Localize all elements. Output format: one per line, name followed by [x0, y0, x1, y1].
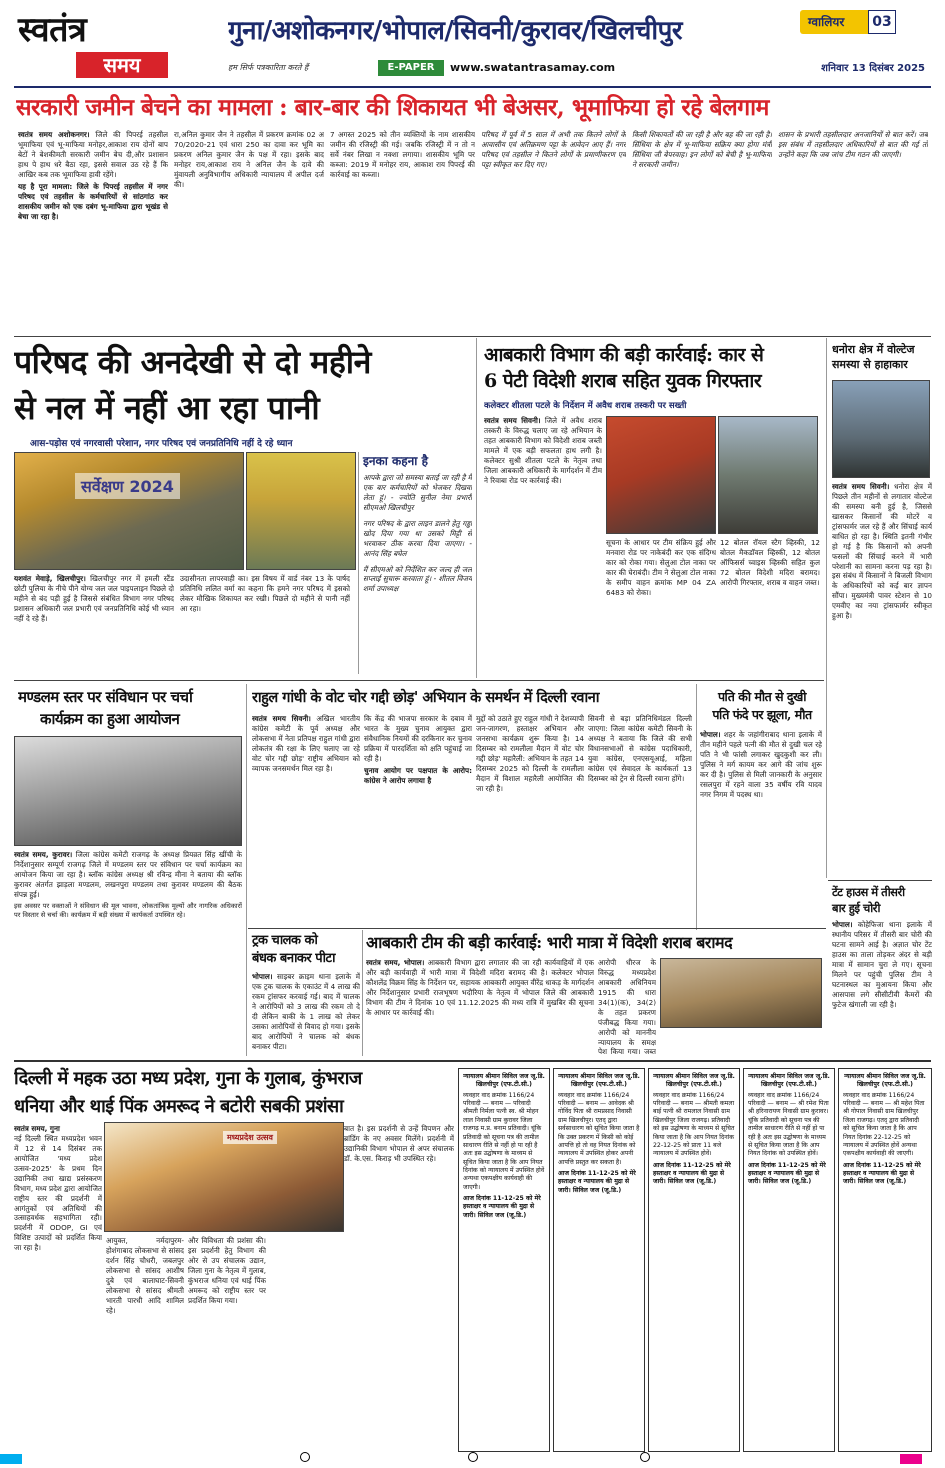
story5-body: स्वतंत्र समय, कुरावर। जिला कांग्रेस कमेटी राजगढ़ के अध्यक्ष प्रियव्रत सिंह खींची के निर्देशानुसार सम्पूर्ण राजगढ़ जिले में मण्डलम स्तर पर संविधान पर चर्चा कार्यक्रम का आयोजन किया जा रहा है। ब्लॉक कांग्रेस अध्यक्ष श्री रविन्द्र मीना ने बताया की ब्लॉक कुरावर अंतर्गत झाड़ला मण्डलम, लखनपुरा मण्डलम तथा कुरावर मण्डलम की बैठक संपन्न हुई। इस अवसर पर वक्ताओं ने संविधान की मूल भावना, लोकतांत्रिक मूल्यों और नागरिक अधिकारों पर विस्तार से चर्चा की। कार्यक्रम में बड़ी संख्या में कार्यकर्ता उपस्थित रहे। [14, 850, 242, 919]
story10-byline: भोपाल। [832, 920, 853, 929]
story10-headline-2: बार हुई चोरी [832, 901, 880, 915]
story2-photo [14, 452, 244, 570]
story9-photo [660, 958, 822, 1028]
website-link[interactable]: www.swatantrasamay.com [450, 61, 616, 74]
story8-body: भोपाल। साइबर क्राइम थाना इलाके में एक ट्रक चालक के एकाउंट में 4 लाख की रकम ट्रांसफर करवाई गई। बाद में चालक ने आरोपियों को 3 लाख की रकम तो दे दी लेकिन बाकी के 1 लाख को लेकर उसका आरोपियों से विवाद हो गया। इसके बाद आरोपियों ने चालक को बंधक बनाकर पीटा। [252, 972, 360, 1051]
story8-headline-1: ट्रक चालक को [252, 933, 318, 948]
story11-col1: स्वतंत्र समय, गुना नई दिल्ली स्थित मध्यप्रदेश भवन में 12 से 14 दिसंबर तक आयोजित 'मध्य प्रदेश उत्सव-2025' के प्रथम दिन उद्यानिकी तथा खाद्य प्रसंस्करण विभाग, मध्य प्रदेश द्वारा आयोजित राष्ट्रीय स्तर की प्रदर्शनी में आगंतुकों एवं अतिथियों की उत्साहवर्धक सहभागिता रही। प्रदर्शनी में ODOP, GI एवं विशिष्ट उत्पादों को प्रदर्शित किया जा रहा है। [14, 1124, 102, 1253]
photo-banner: मध्यप्रदेश उत्सव [223, 1131, 277, 1144]
story9-col2: आरोपी धीरज के विरुद्ध मध्यप्रदेश आबकारी अधिनियम 1915 की धारा 34(1)(क), 34(2) के तहत प्रकरण पंजीबद्ध किया गया। आरोपी को माननीय न्यायालय के समक्ष पेश किया गया। जब्त [598, 958, 656, 1056]
story1-headline: सरकारी जमीन बेचने का मामला : बार-बार की शिकायत भी बेअसर, भूमाफिया हो रहे बेलगाम [16, 94, 769, 121]
story7-headline-2: पति फंदे पर झूला, मौत [712, 707, 812, 722]
story11-byline: स्वतंत्र समय, गुना [14, 1124, 60, 1133]
registration-mark-left [300, 1452, 310, 1462]
epaper-badge[interactable] [378, 60, 444, 76]
notice-title: न्यायालय श्रीमान सिविल जज जू.डि. खिलचीपुर (एफ.टी.सी.) [558, 1073, 640, 1089]
story2-headline-2: से नल में नहीं आ रहा पानी [14, 389, 320, 427]
notice-body: व्यवहार वाद क्रमांक 1166/24 परिवादी — बनाम — परिवादी श्रीमती निर्मला पत्नी स्व. श्री मोहन लाल निवासी ग्राम कुरावर जिला राजगढ़ म.प्र. बनाम प्रतिवादी। चूंकि प्रतिवादी को सूचना पत्र की तामील साधारण रीति से नहीं हो पा रही है अतः इस उद्घोषणा के माध्यम से सूचित किया जाता है कि आप नियत दिनांक को न्यायालय में उपस्थित होवें अन्यथा एकपक्षीय कार्यवाही की जाएगी। [463, 1091, 545, 1191]
notice-body: व्यवहार वाद क्रमांक 1166/24 परिवादी — बनाम — श्री महेश पिता श्री गोपाल निवासी ग्राम खिलचीपुर जिला राजगढ़। एतद् द्वारा प्रतिवादी को सूचित किया जाता है कि आप नियत दिनांक 22-12-25 को न्यायालय में उपस्थित होवें अन्यथा एकपक्षीय कार्यवाही की जाएगी। [843, 1091, 925, 1158]
story6-col1: स्वतंत्र समय सिवनी। अखिल भारतीय कांग्रेस कमेटी के पूर्व अध्यक्ष और लोकसभा में नेता प्रतिपक्ष राहुल गांधी द्वारा लोकतंत्र की रक्षा के लिए चलाए जा रहे वोट चोर गद्दी छोड़' राष्ट्रीय अभियान को व्यापक जनसमर्थन मिल रहा है। [252, 714, 360, 773]
story5-headline-2: कार्यक्रम का हुआ आयोजन [40, 710, 180, 728]
registration-mark-right [640, 1452, 650, 1462]
story2-col1: यशवंत मेवाड़े, खिलचीपुर। खिलचीपुर नगर में हमली स्टैंड छोटी पुलिया के नीचे पीने योग्य जल जल पाइपलाइन पिछले दो महीने से बंद पड़ी हुई है जिससे संबंधित विभाग नगर परिषद प्रशासन अधिकारी जल प्रभारी एवं जनप्रतिनिधि कोई भी ध्यान नहीं दे रहे हैं। [14, 574, 174, 623]
story10-body: भोपाल। कोहेफिजा थाना इलाके में स्थानीय परिसर में तीसरी बार चोरी की घटना सामने आई है। अज्ञात चोर टेंट हाउस का ताला तोड़कर अंदर से बड़ी मात्रा में सामान चुरा ले गए। सूचना मिलने पर पहुंची पुलिस टीम ने घटनास्थल का मुआयना किया और आसपास लगे सीसीटीवी कैमरों की फुटेज खंगाली जा रही है। [832, 920, 932, 1009]
masthead-divider [14, 86, 931, 88]
epaper-label: E-PAPER [387, 62, 435, 73]
notice-footer: आज दिनांक 11-12-25 को मेरे हस्ताक्षर व न्यायालय की मुद्रा से जारी। सिविल जज (जू.डि.) [558, 1169, 636, 1194]
story3-byline: स्वतंत्र समय सिवनी। [484, 416, 541, 425]
logo-bottom: समय [103, 53, 141, 77]
notice-footer: आज दिनांक 11-12-25 को मेरे हस्ताक्षर व न्यायालय की मुद्रा से जारी। सिविल जज (जू.डि.) [463, 1195, 541, 1219]
logo-bottom-box [76, 52, 168, 78]
story3-headline-1: आबकारी विभाग की बड़ी कार्रवाई: कार से [484, 344, 764, 366]
story2-col2: उदासीनता लापरवाही का। इस विषय में वार्ड नंबर 13 के पार्षद प्रतिनिधि ललित वर्मा का कहना कि हमने नगर परिषद में इसको लेकर मौखिक शिकायत कर रखी। पिछले दो महीने से पानी नहीं आ रहा। [180, 574, 350, 613]
quote-3: मैं सीएमओ को निर्देशित कर जल्द ही जल सप्लाई सुचारू करवाता हूं। - शीतल विजय शर्मा उपाध्यक्ष [363, 564, 472, 594]
story3-headline-2: 6 पेटी विदेशी शराब सहित युवक गिरफ्तार [484, 370, 762, 392]
divider-v3 [246, 684, 247, 1056]
legal-notice-2 [553, 1068, 645, 1452]
story4-body: स्वतंत्र समय सिवनी। धनोरा क्षेत्र में पिछले तीन महीनों से लगातार वोल्टेज की समस्या बनी हुई है, जिससे खासकर किसानों की मोटरें व ट्रांसफार्मर जल रहे हैं और सिंचाई कार्य बाधित हो रहा है। स्थिति इतनी गंभीर हो गई है कि किसानों को अपनी फसलों की सिंचाई करने में भारी परेशानी का सामना करना पड़ रहा है। इस संबंध में किसानों ने बिजली विभाग के अधिकारियों को कई बार ज्ञापन सौंपा। मुख्यमंत्री पावर स्टेशन से 10 एमवीए का नया ट्रांसफार्मर स्वीकृत हुआ है। [832, 482, 932, 621]
story7-body: भोपाल। शहर के जहांगीराबाद थाना इलाके में तीन महीने पहले पत्नी की मौत से दुखी चल रहे पति ने भी फांसी लगाकर खुदकुशी कर ली। पुलिस ने मर्ग कायम कर आगे की जांच शुरू कर दी है। पुलिस से मिली जानकारी के अनुसार रसलपुरा में रहने वाला 35 वर्षीय रवि यादव नगर निगम में पदस्थ था। [700, 730, 822, 799]
story3-col1: स्वतंत्र समय सिवनी। जिले में अवैध शराब तस्करी के विरुद्ध चलाए जा रहे अभियान के तहत आबकारी विभाग को विदेशी शराब जब्ती मामले में एक बड़ी सफलता हाथ लगी है। कलेक्टर सुश्री शीतला पटले के नेतृत्व तथा जिला आबकारी अधिकारी के मार्गदर्शन में टीम ने रिवाबा रोड पर कार्रवाई की। [484, 416, 602, 485]
color-bar-cyan [0, 1454, 22, 1464]
story4-photo [832, 380, 930, 478]
story11-col4: बात है। इस प्रदर्शनी से उन्हें विपणन और ब्रांडिंग के नए अवसर मिलेंगे। प्रदर्शनी में उद्यानिकी विभाग भोपाल से अपर संचालक डॉ. के.एस. किराड़ भी उपस्थित रहे। [344, 1124, 454, 1163]
story9-col1: स्वतंत्र समय, भोपाल। आबकारी विभाग द्वारा लगातार की जा रही कार्यवाहियों में एक और बड़ी कार्यवाही में भारी मात्रा में विदेशी मदिरा बरामद की है। कलेक्टर भोपाल कौशलेंद्र विक्रम सिंह के निर्देशन पर, सहायक आबकारी आयुक्त वीरेंद्र धाकड़ के मार्गदर्शन और निर्देशानुसार प्रभारी राजभूषण भदौरिया के नेतृत्व में भोपाल जिले की आबकारी विभाग की टीम ने दिनांक 10 एवं 11.12.2025 की मध्य रात्रि में मुखबिर की सूचना के आधार पर कार्रवाई की। [366, 958, 594, 1017]
story9-headline: आबकारी टीम की बड़ी कार्रवाई: भारी मात्रा में विदेशी शराब बरामद [366, 933, 733, 952]
story9-byline: स्वतंत्र समय, भोपाल। [366, 958, 425, 967]
legal-notice-3 [648, 1068, 740, 1452]
color-bar-magenta [900, 1454, 922, 1464]
logo[interactable] [18, 10, 178, 82]
story3-col3: 12 बोतल रॉयल स्टैग व्हिस्की, 12 बोतल मैकडॉवल व्हिस्की, 12 बोतल ऑफिसर्स च्वाइस व्हिस्की सहित कुल 72 बोतल विदेशी मदिरा बरामद। आरोपी गिरफ्तार, शराब व वाहन जब्त। [720, 538, 820, 587]
story1-col3: 7 अगस्त 2025 को तीन व्यक्तियों के नाम शासकीय जमीन की रजिस्ट्री की गई। जबकि रजिस्ट्री में न तो न सर्वे नंबर लिखा न नक्शा लगाया। शासकीय भूमि पर कब्जा: 2019 में मनोहर राय, आकाश राय पिपरई की कार्रवाई का कब्जा। [330, 130, 475, 179]
story4-headline: धनोरा क्षेत्र में वोल्टेज समस्या से हाहाकार [832, 343, 915, 371]
notice-footer: आज दिनांक 11-12-25 को मेरे हस्ताक्षर व न्यायालय की मुद्रा से जारी। सिविल जज (जू.डि.) [843, 1161, 921, 1186]
story10-headline-1: टेंट हाउस में तीसरी [832, 885, 905, 899]
story11-photo [104, 1122, 344, 1232]
story5-photo [14, 736, 242, 846]
story3-col2: सूचना के आधार पर टीम संक्रिय हुई और मनवारा रोड पर नाकेबंदी कर एक संदिग्ध कार को रोका गया। सेलुआ टोल नाका पर कार की घेराबंदी। टीम ने सेलुआ टोल नाका के समीप वाहन क्रमांक MP 04 ZA 6483 को रोका। [606, 538, 716, 597]
story8-byline: भोपाल। [252, 972, 273, 981]
story1-col1: स्वतंत्र समय अशोकनगर। जिले की पिपरई तहसील भूमाफिया एवं भू-माफिया मनोहर,आकाश राय दोनों बाप बेटों ने बेशकीमती सरकारी जमीन बेच दी,और प्रशासन हाथ पे हाथ धरे बैठा रहा, इससे सवाल उठ रहे हैं कि आखिर कब तक भूमाफिया हावी रहेंगे। यह है पूरा मामला: जिले के पिपरई तहसील में नगर परिषद एवं तहसील के कर्मचारियों से सांठगांठ कर शासकीय जमीन को एक दबंग भू-माफिया द्वारा भूखंड से बेचा जा रहा है। [18, 130, 168, 221]
notice-title: न्यायालय श्रीमान सिविल जज जू.डि. खिलचीपुर (एफ.टी.सी.) [748, 1073, 830, 1089]
quote-title: इनका कहना है [363, 454, 428, 468]
legal-notice-4 [743, 1068, 835, 1452]
notice-footer: आज दिनांक 11-12-25 को मेरे हस्ताक्षर व न्यायालय की मुद्रा से जारी। सिविल जज (जू.डि.) [748, 1161, 826, 1186]
notice-title: न्यायालय श्रीमान सिविल जज जू.डि. खिलचीपुर (एफ.टी.सी.) [844, 1073, 926, 1089]
story1-col6: शासन के प्रभारी तहसीलदार अनजानियों से बात करें। जब इस संबंध में तहसीलदार अधिकारियों से बात की गई तो उन्होंने कहा कि जब जांच टीम गठन की जाएगी। [778, 130, 928, 159]
story1-col2: रा,अनिल कुमार जैन ने तहसील में प्रकरण क्रमांक 02 अ 70/2020-21 एवं धारा 250 का दावा कर भूमि का प्रकरण अनिल कुमार जैन के पक्ष में रहा। इसके बाद मनोहर राय,आकाश राय ने अनिल जैन के दावे की मुंवायली अनुविभागीय अधिकारी न्यायालय में अपील दर्ज की। [174, 130, 324, 189]
divider-v1 [476, 338, 477, 678]
editions: गुना/अशोकनगर/भोपाल/सिवनी/कुरावर/खिलचीपुर [228, 16, 683, 46]
story6-headline: राहुल गांधी के वोट चोर गद्दी छोड़' अभियान के समर्थन में दिल्ली रवाना [252, 689, 600, 706]
story5-byline: स्वतंत्र समय, कुरावर। [14, 850, 73, 859]
story6-col4: सिवनी से बड़ा प्रतिनिधिमंडल दिल्ली जाएगा: जिला कांग्रेस कमेटी सिवनी के अध्यक्ष ने बताया कि जिले की सभी विधानसभाओं से कांग्रेस पदाधिकारी, युवा कांग्रेस, एनएसयूआई, महिला कांग्रेस एवं सेवादल के कार्यकर्ता 13 दिसम्बर को ट्रेन से दिल्ली रवाना होंगे। [588, 714, 692, 783]
story6-byline: स्वतंत्र समय सिवनी। [252, 714, 311, 723]
issue-date: शनिवार 13 दिसंबर 2025 [821, 63, 925, 74]
quote-1: आपके द्वारा जो समस्या बताई जा रही है मैं एक बार कर्मचारियों को भेजकर दिखवा लेता हूं। - ज्योति सुनील नेमा प्रभारी सीएमओ खिलचीपुर [363, 473, 472, 512]
notice-title: न्यायालय श्रीमान सिविल जज जू.डि. खिलचीपुर (एफ.टी.सी.) [463, 1073, 545, 1089]
tagline: हम सिर्फ पत्रकारिता करते हैं [228, 63, 309, 72]
story2-subhead: आस-पड़ोस एवं नगरवासी परेशान, नगर परिषद एवं जनप्रतिनिधि नहीं दे रहे ध्यान [30, 439, 293, 449]
page-number: 03 [868, 10, 896, 34]
registration-mark-center [468, 1452, 478, 1462]
quote-2: नगर परिषद के द्वारा लाइन डालने हेतु गड्ढा खोद दिया गया था उसको मिट्टी से भरवाकर ठीक करवा दिया जाएगा। - आनंद सिंह बघेल [363, 518, 472, 558]
story3-subhead: कलेक्टर शीतला पटले के निर्देशन में अवैध शराब तस्करी पर सख्ती [484, 401, 687, 411]
story2-byline: यशवंत मेवाड़े, खिलचीपुर। [14, 574, 86, 583]
divider-v4 [696, 684, 697, 930]
story6-col3: मुद्दों को उठाते हुए राहुल गांधी ने देशव्यापी जन-जागरण, हस्ताक्षर अभियान और जनसभा कार्यक्रम शुरू किया है। 14 दिसम्बर को रामलीला मैदान में वोट चोर गद्दी छोड़' महारैली: अभियान के तहत 14 दिसम्बर 2025 को दिल्ली के रामलीला मैदान में विशाल महारैली आयोजित की जा रही है। [476, 714, 584, 793]
story11-col3: और विविधता की प्रशंसा की। इस प्रदर्शनी हेतु विभाग की ओर से उप संचालक उद्यान, जिला गुना के नेतृत्व में गुलाब, कुंभराज धनिया एवं थाई पिंक अमरूद को राष्ट्रीय स्तर पर प्रदर्शित किया गया। [188, 1236, 266, 1305]
masthead [0, 0, 945, 86]
notice-title: न्यायालय श्रीमान सिविल जज जू.डि. खिलचीपुर (एफ.टी.सी.) [653, 1073, 735, 1089]
story8-headline-2: बंधक बनाकर पीटा [252, 951, 335, 966]
story7-headline-1: पति की मौत से दुखी [717, 689, 807, 704]
story4-byline: स्वतंत्र समय सिवनी। [832, 482, 890, 491]
story2-col-top [248, 494, 353, 572]
story5-headline-1: मण्डलम स्तर पर संविधान पर चर्चा [18, 688, 193, 706]
story2-quotes [358, 452, 472, 674]
notice-body: व्यवहार वाद क्रमांक 1166/24 परिवादी — बनाम — आवेदक श्री गोविंद पिता श्री रामप्रसाद निवासी ग्राम खिलचीपुर। एतद् द्वारा सर्वसाधारण को सूचित किया जाता है कि उक्त प्रकरण में किसी को कोई आपत्ति हो तो वह नियत दिनांक को न्यायालय में उपस्थित होकर अपनी आपत्ति प्रस्तुत कर सकता है। [558, 1091, 640, 1166]
story7-byline: भोपाल। [700, 730, 721, 739]
divider-1 [14, 336, 931, 337]
notice-body: व्यवहार वाद क्रमांक 1166/24 परिवादी — बनाम — श्रीमती कमला बाई पत्नी श्री रामलाल निवासी ग्राम खिलचीपुर जिला राजगढ़। प्रतिवादी को इस उद्घोषणा के माध्यम से सूचित किया जाता है कि आप नियत दिनांक 22-12-25 को प्रातः 11 बजे न्यायालय में उपस्थित होवें। [653, 1091, 735, 1158]
city-label: ग्वालियर [808, 15, 845, 29]
divider-v2 [826, 338, 827, 878]
notice-footer: आज दिनांक 11-12-25 को मेरे हस्ताक्षर व न्यायालय की मुद्रा से जारी। सिविल जज (जू.डि.) [653, 1161, 731, 1186]
divider-3 [248, 928, 826, 929]
divider-2 [14, 680, 824, 681]
story2-headline-1: परिषद की अनदेखी से दो महीने [14, 343, 371, 381]
notice-body: व्यवहार वाद क्रमांक 1166/24 परिवादी — बनाम — श्री रमेश पिता श्री हरिनारायण निवासी ग्राम कुरावर। चूंकि प्रतिवादी को सूचना पत्र की तामील साधारण रीति से नहीं हो पा रही है अतः इस उद्घोषणा के माध्यम से सूचित किया जाता है कि आप नियत दिनांक को उपस्थित होवें। [748, 1091, 829, 1158]
story1-col5: किसी शिकायतों की जा रही है और बह की जा रही है। सिंधिया के क्षेत्र में भू-माफिया सक्रिय क्या होगा मंत्री सिंधिया जी बेपरवाह। इन लोगों को बेची है भू-माफिया ने सरकारी जमीन। [632, 130, 772, 169]
photo-sign: सर्वेक्षण 2024 [75, 473, 180, 499]
legal-notice-1 [458, 1068, 550, 1452]
story6-col2: कि केंद्र की भाजपा सरकार के दबाव में भारत के मुख्य चुनाव आयुक्त द्वारा संवैधानिक नियमों की दरकिनार कर चुनाव प्रक्रिया में पारदर्शिता को क्षति पहुंचाई जा रही है। चुनाव आयोग पर पक्षपात के आरोप: कांग्रेस ने आरोप लगाया है [364, 714, 472, 785]
divider-4 [828, 880, 932, 881]
story3-col4 [746, 458, 820, 536]
divider-5 [14, 1060, 931, 1062]
legal-notice-5 [838, 1068, 932, 1452]
story3-photo-car [606, 416, 716, 534]
story1-col4: परिषद में पूर्व में 5 साल में अभी तक कितने लोगों के आवासीय एवं अतिक्रमण पट्टा के आवेदन आए हैं। नगर परिषद एवं तहसील ने कितने लोगों के प्रमाणीकरण एवं पट्टा स्वीकृत कर दिए गए। [481, 130, 626, 169]
divider-v5 [362, 930, 363, 1056]
logo-top: स्वतंत्र [18, 10, 87, 50]
story11-headline-1: दिल्ली में महक उठा मध्य प्रदेश, गुना के गुलाब, कुंभराज [14, 1068, 362, 1089]
story11-col2: आयुक्त, नर्मदापुरम-होशंगाबाद लोकसभा से सांसद दर्शन सिंह चौधरी, जबलपुर लोकसभा से सांसद आशीष दुबे एवं बालाघाट-सिवनी लोकसभा से सांसद श्रीमती भारती पारधी आदि शामिल रहे। [106, 1236, 184, 1315]
story1-byline: स्वतंत्र समय अशोकनगर। [18, 130, 90, 139]
story11-headline-2: धनिया और थाई पिंक अमरूद ने बटोरी सबकी प्रशंसा [14, 1096, 344, 1117]
